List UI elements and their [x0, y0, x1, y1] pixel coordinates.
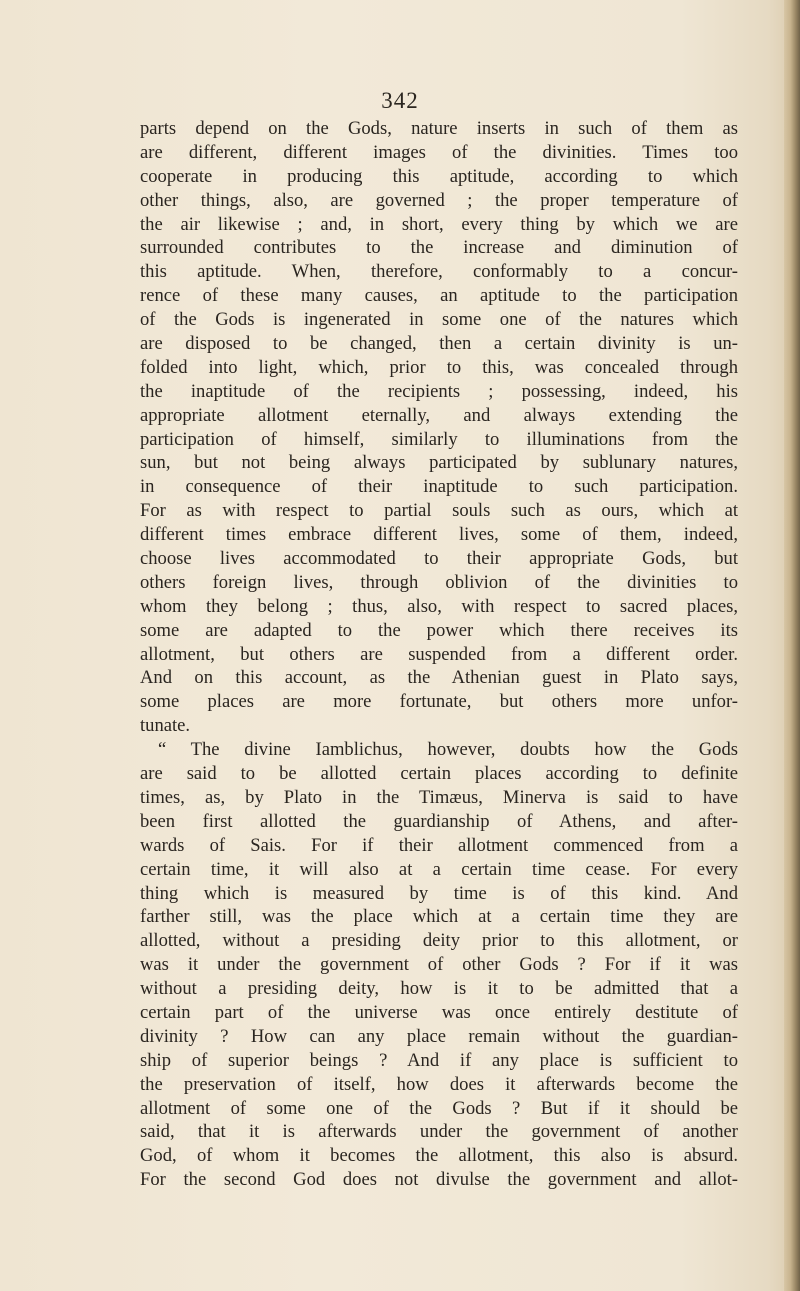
text-line: appropriate allotment eternally, and always extending the: [140, 404, 738, 426]
text-line: allotment, but others are suspended from a different order.: [140, 643, 738, 665]
text-line: wards of Sais. For if their allotment commenced from a: [140, 834, 738, 856]
text-line: are different, different images of the divinities. Times too: [140, 141, 738, 163]
text-line: folded into light, which, prior to this, was concealed through: [140, 356, 738, 378]
text-line: God, of whom it becomes the allotment, this also is absurd.: [140, 1145, 738, 1167]
text-line: different times embrace different lives, some of them, indeed,: [140, 524, 738, 546]
text-line: certain part of the universe was once entirely destitute of: [140, 1001, 738, 1023]
text-line: without a presiding deity, how is it to be admitted that a: [140, 978, 738, 1000]
text-line: rence of these many causes, an aptitude to the participation: [140, 285, 738, 307]
text-line: ship of superior beings ? And if any place is sufficient to: [140, 1049, 738, 1071]
text-line: are said to be allotted certain places according to definite: [140, 763, 738, 785]
text-line: “ The divine Iamblichus, however, doubts how the Gods: [158, 739, 738, 761]
text-line: sun, but not being always participated by sublunary natures,: [140, 452, 738, 474]
text-line: tunate.: [140, 715, 191, 737]
text-line: For as with respect to partial souls such as ours, which at: [140, 500, 738, 522]
text-line: some places are more fortunate, but others more unfor-: [140, 691, 738, 713]
text-line: been first allotted the guardianship of Athens, and after-: [140, 810, 738, 832]
text-line: other things, also, are governed ; the proper temperature of: [140, 189, 738, 211]
text-line: participation of himself, similarly to illuminations from the: [140, 428, 738, 450]
text-line: times, as, by Plato in the Timæus, Minerva is said to have: [140, 786, 738, 808]
text-line: farther still, was the place which at a certain time they are: [140, 906, 738, 928]
text-line: of the Gods is ingenerated in some one of the natures which: [140, 309, 738, 331]
text-line: allotment of some one of the Gods ? But if it should be: [140, 1097, 738, 1119]
text-line: the inaptitude of the recipients ; possessing, indeed, his: [140, 380, 738, 402]
text-line: others foreign lives, through oblivion of the divinities to: [140, 571, 738, 593]
text-line: surrounded contributes to the increase and diminution of: [140, 237, 738, 259]
text-line: this aptitude. When, therefore, conformably to a concur-: [140, 261, 738, 283]
text-line: was it under the government of other Gods ? For if it was: [140, 954, 738, 976]
text-line: parts depend on the Gods, nature inserts in such of them as: [140, 118, 738, 139]
text-line: And on this account, as the Athenian guest in Plato says,: [140, 667, 738, 689]
text-line: some are adapted to the power which there receives its: [140, 619, 738, 641]
text-line: are disposed to be changed, then a certain divinity is un-: [140, 333, 738, 355]
text-line: the preservation of itself, how does it afterwards become the: [140, 1073, 738, 1095]
page-number: 342: [381, 88, 419, 113]
text-line: divinity ? How can any place remain without the guardian-: [140, 1025, 738, 1047]
text-line: in consequence of their inaptitude to such participation.: [140, 476, 738, 498]
text-line: whom they belong ; thus, also, with respect to sacred places,: [140, 595, 738, 617]
text-line: certain time, it will also at a certain time cease. For every: [140, 858, 738, 880]
text-line: thing which is measured by time is of this kind. And: [140, 882, 738, 904]
text-line: For the second God does not divulse the government and allot-: [140, 1169, 738, 1191]
text-line: the air likewise ; and, in short, every thing by which we are: [140, 213, 738, 235]
text-line: cooperate in producing this aptitude, according to which: [140, 165, 738, 187]
text-line: allotted, without a presiding deity prior to this allotment, or: [140, 930, 738, 952]
text-line: choose lives accommodated to their appropriate Gods, but: [140, 548, 738, 570]
text-line: said, that it is afterwards under the government of another: [140, 1121, 738, 1143]
page-edge: [784, 0, 800, 1291]
body-text: [140, 117, 738, 1192]
